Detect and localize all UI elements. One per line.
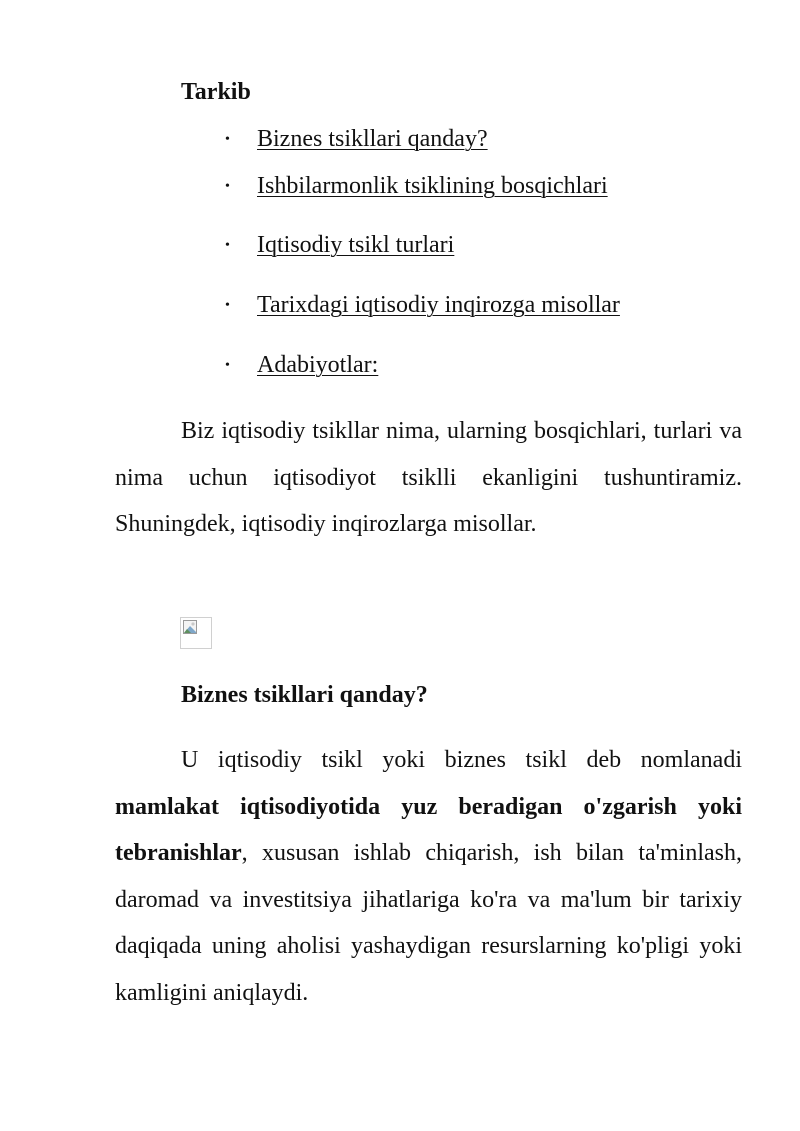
section-heading: Biznes tsikllari qanday? [181,682,428,708]
toc-link-tsikl-turlari[interactable]: Iqtisodiy tsikl turlari [257,232,455,258]
bullet-icon: • [225,132,230,148]
bullet-icon: • [225,238,230,254]
bullet-icon: • [225,179,230,195]
bullet-icon: • [225,358,230,374]
toc-link-bosqichlari[interactable]: Ishbilarmonlik tsiklining bosqichlari [257,173,608,199]
bullet-icon: • [225,298,230,314]
broken-image-icon [183,620,197,634]
toc-item-adabiyotlar [225,350,378,381]
body-text-start: U iqtisodiy tsikl yoki biznes tsikl deb nomlanadi [181,747,742,773]
body-paragraph [115,737,742,1016]
toc-item-tsikl-turlari [225,230,454,261]
body-text-end: , xususan ishlab chiqarish, ish bilan ta'minlash, daromad va investitsiya jihatlariga ko'ra va ma'lum bir tarixiy daqiqada uning aholisi yashaydigan resurslarning ko'pligi yoki kamligini aniqlaydi. [115,840,742,1006]
intro-paragraph: Biz iqtisodiy tsikllar nima, ularning bosqichlari, turlari va nima uchun iqtisodiyot tsiklli ekanligini tushuntiramiz. Shuningdek, iqtisodiy inqirozlarga misollar. [115,418,742,537]
toc-link-biznes-tsikllari[interactable]: Biznes tsikllari qanday? [257,126,488,152]
image-placeholder [180,617,212,649]
toc-link-adabiyotlar[interactable]: Adabiyotlar: [257,352,379,378]
toc-item-bosqichlari [225,171,608,202]
toc-item-biznes-tsikllari [225,124,488,155]
toc-heading: Tarkib [181,79,251,105]
body-bold-phrase: mamlakat iqtisodiyotida yuz beradigan o'zgarish yoki tebranishlar [115,793,742,866]
toc-item-inqiroz-misollar [225,290,620,321]
toc-link-inqiroz-misollar[interactable]: Tarixdagi iqtisodiy inqirozga misollar [257,292,620,318]
